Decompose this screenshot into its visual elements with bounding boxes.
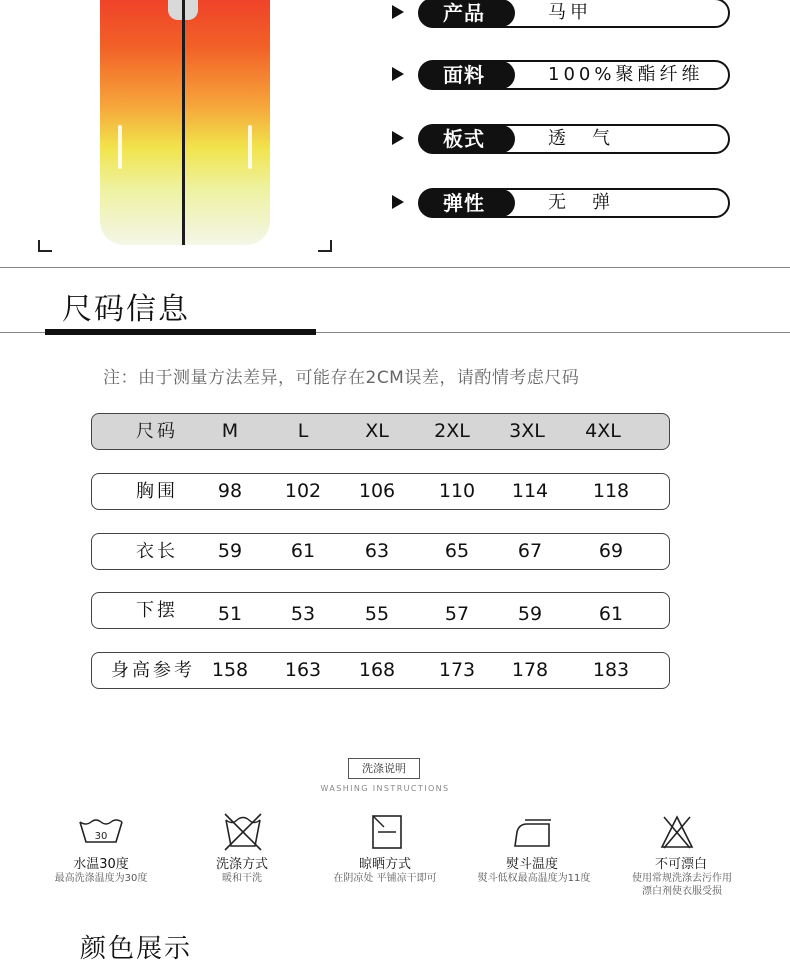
header-cell: 2XL — [434, 420, 470, 442]
info-value: 无 弹 — [548, 192, 614, 213]
table-cell: 59 — [217, 540, 243, 562]
table-cell: 183 — [592, 659, 630, 681]
info-row-style — [392, 124, 732, 154]
wash-temp-label: 30 — [94, 831, 108, 842]
header-cell: 3XL — [509, 420, 545, 442]
size-table-header — [91, 413, 670, 450]
header-cell: L — [297, 420, 309, 442]
info-row-product — [392, 0, 732, 28]
table-cell: 106 — [358, 480, 396, 502]
info-key: 板式 — [419, 125, 515, 153]
arrow-right-icon — [392, 67, 404, 81]
table-cell: 61 — [290, 540, 316, 562]
corner-mark-right — [318, 240, 332, 252]
table-cell: 55 — [364, 603, 390, 625]
table-cell: 51 — [217, 603, 243, 625]
header-cell: XL — [365, 420, 389, 442]
table-row — [91, 533, 670, 570]
table-cell: 59 — [517, 603, 543, 625]
arrow-right-icon — [392, 131, 404, 145]
table-cell: 114 — [511, 480, 549, 502]
info-row-fabric — [392, 60, 732, 90]
table-cell: 53 — [290, 603, 316, 625]
table-row — [91, 473, 670, 510]
corner-mark-left — [38, 240, 52, 252]
info-pill — [418, 188, 730, 218]
table-cell: 110 — [438, 480, 476, 502]
table-cell: 69 — [598, 540, 624, 562]
wash-item-title: 晾晒方式 — [358, 857, 411, 872]
shade-dry-icon — [362, 812, 412, 852]
table-cell: 61 — [598, 603, 624, 625]
header-cell: 尺码 — [136, 421, 178, 442]
vest-pocket-left — [118, 125, 122, 169]
table-cell: 173 — [438, 659, 476, 681]
size-note: 注：由于测量方法差异，可能存在2CM误差，请酌情考虑尺码 — [103, 368, 580, 388]
table-cell: 57 — [444, 603, 470, 625]
table-cell: 63 — [364, 540, 390, 562]
wash-item-title: 洗涤方式 — [215, 857, 268, 872]
table-cell: 168 — [358, 659, 396, 681]
no-machine-wash-icon — [218, 812, 268, 852]
info-value: 100%聚酯纤维 — [548, 64, 704, 85]
wash-item-desc: 在阴凉处 平铺凉干即可 — [333, 873, 437, 884]
wash-item-desc: 最高洗涤温度为30度 — [54, 873, 148, 884]
row-label: 下摆 — [136, 600, 178, 621]
wash-item-title: 熨斗温度 — [505, 857, 558, 872]
info-value: 马甲 — [548, 2, 592, 23]
info-pill — [418, 0, 730, 28]
wash-item-desc: 暖和干洗 — [222, 873, 262, 884]
table-cell: 102 — [284, 480, 322, 502]
vest-pocket-right — [248, 125, 252, 169]
row-label: 身高参考 — [111, 660, 195, 681]
header-cell: 4XL — [585, 420, 621, 442]
info-row-elasticity — [392, 188, 732, 218]
table-cell: 163 — [284, 659, 322, 681]
table-cell: 118 — [592, 480, 630, 502]
row-label: 胸围 — [136, 481, 178, 502]
table-cell: 65 — [444, 540, 470, 562]
vest-zipper — [182, 0, 185, 245]
wash-item-title: 不可漂白 — [654, 857, 707, 872]
title-underline-bar — [45, 329, 316, 335]
row-label: 衣长 — [136, 541, 178, 562]
info-pill — [418, 124, 730, 154]
arrow-right-icon — [392, 195, 404, 209]
wash-item-desc: 熨斗低权最高温度为11度 — [477, 873, 591, 884]
iron-icon — [507, 812, 557, 852]
info-pill — [418, 60, 730, 90]
section-divider — [0, 267, 790, 268]
size-section-title: 尺码信息 — [62, 292, 190, 327]
table-cell: 67 — [517, 540, 543, 562]
washing-title: 洗涤说明 — [348, 758, 420, 779]
vest-product-image — [100, 0, 270, 245]
info-key: 弹性 — [419, 189, 515, 217]
table-row — [91, 592, 670, 629]
wash-item-desc: 使用常规洗涤去污作用 漂白剂使衣服受损 — [632, 873, 732, 897]
info-key: 面料 — [419, 61, 515, 89]
table-cell: 98 — [217, 480, 243, 502]
table-cell: 178 — [511, 659, 549, 681]
washing-subtitle: WASHING INSTRUCTIONS — [320, 784, 450, 793]
table-row — [91, 652, 670, 689]
info-value: 透 气 — [548, 128, 614, 149]
color-section-title: 颜色展示 — [80, 934, 193, 964]
header-cell: M — [221, 420, 239, 442]
wash-30-icon — [76, 812, 126, 852]
info-key: 产品 — [419, 0, 515, 27]
no-bleach-icon — [652, 812, 702, 852]
arrow-right-icon — [392, 5, 404, 19]
wash-item-title: 水温30度 — [73, 857, 129, 872]
table-cell: 158 — [211, 659, 249, 681]
